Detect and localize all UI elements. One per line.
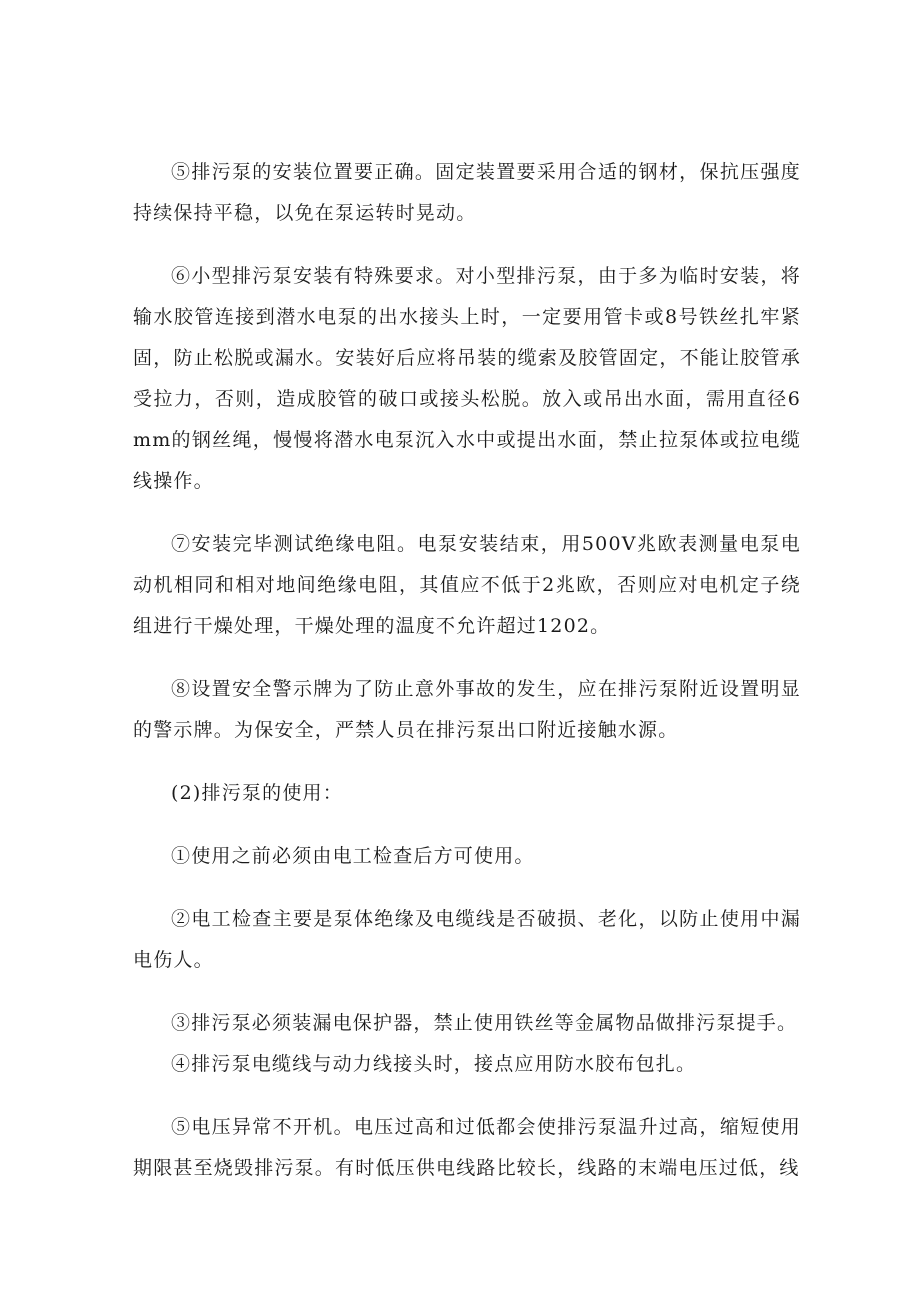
paragraph-cable-joint: ④排污泵电缆线与动力线接头时，接点应用防水胶布包扎。 bbox=[171, 1053, 697, 1075]
paragraph-electrician-check: ①使用之前必须由电工检查后方可使用。 bbox=[171, 845, 535, 867]
paragraph-install-position: ⑤排污泵的安装位置要正确。固定装置要采用合适的钢材，保抗压强度持续保持平稳，以免在泵运转时晃动。 bbox=[133, 161, 801, 224]
paragraph-leakage-protector: ③排污泵必须装漏电保护器，禁止使用铁丝等金属物品做排污泵提手。 bbox=[171, 1012, 798, 1034]
section-heading-pump-usage: (2)排污泵的使用： bbox=[171, 782, 343, 804]
paragraph-insulation-test: ⑦安装完毕测试绝缘电阻。电泵安装结束，用500V兆欧表测量电泵电动机相同和相对地间绝缘电阻，其值应不低于2兆欧，否则应对电机定子绕组进行干燥处理，干燥处理的温度不允许超过1202。 bbox=[133, 533, 801, 637]
paragraph-small-pump-install: ⑥小型排污泵安装有特殊要求。对小型排污泵，由于多为临时安装，将输水胶管连接到潜水电泵的出水接头上时，一定要用管卡或8号铁丝扎牢紧固，防止松脱或漏水。安装好后应将吊装的缆索及胶管固定，不能让胶管承受拉力，否则，造成胶管的破口或接头松脱。放入或吊出水面，需用直径6mm的钢丝绳，慢慢将潜水电泵沉入水中或提出水面，禁止拉泵体或拉电缆线操作。 bbox=[133, 265, 801, 492]
document-body bbox=[133, 152, 801, 1211]
paragraph-voltage-abnormal: ⑤电压异常不开机。电压过高和过低都会使排污泵温升过高，缩短使用期限甚至烧毁排污泵。有时低压供电线路比较长，线路的末端电压过低，线 bbox=[133, 1116, 801, 1179]
paragraph-check-content: ②电工检查主要是泵体绝缘及电缆线是否破损、老化，以防止使用中漏电伤人。 bbox=[133, 908, 801, 971]
paragraph-warning-sign: ⑧设置安全警示牌为了防止意外事故的发生，应在排污泵附近设置明显的警示牌。为保安全，严禁人员在排污泵出口附近接触水源。 bbox=[133, 678, 801, 741]
